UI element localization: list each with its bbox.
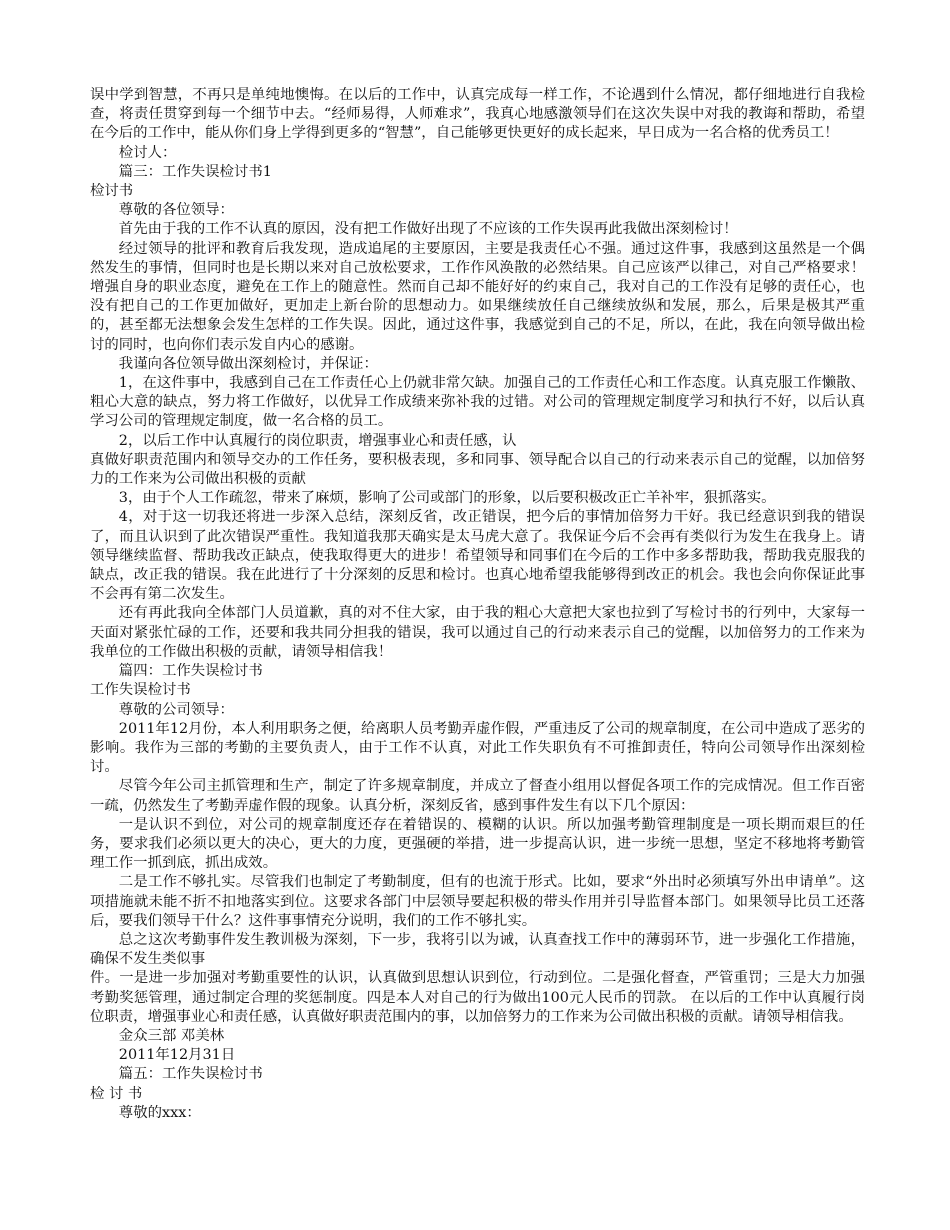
document-title: 检讨书 xyxy=(90,183,134,200)
paragraph: 尽管今年公司主抓管理和生产，制定了许多规章制度，并成立了督查小组用以督促各项工作的完成情况。但工作百密一疏，仍然发生了考勤弄虚作假的现象。认真分析，深刻反省，感到事件发生有以下几个原因： xyxy=(90,778,865,814)
salutation: 尊敬的各位领导： xyxy=(118,202,234,219)
signature-date: 2011年12月31日 xyxy=(118,1047,236,1064)
section-heading: 篇三：工作失误检讨书1 xyxy=(118,163,272,180)
signature-label: 检讨人： xyxy=(118,144,177,161)
section-heading: 篇五：工作失误检讨书 xyxy=(118,1066,263,1083)
list-item: 3，由于个人工作疏忽，带来了麻烦，影响了公司或部门的形象，以后要积极改正亡羊补牢，狠抓落实。 xyxy=(118,490,776,507)
paragraph: 还有再此我向全体部门人员道歉，真的对不住大家，由于我的粗心大意把大家也拉到了写检讨书的行列中，大家每一天面对紧张忙碌的工作，还要和我共同分担我的错误，我可以通过自己的行动来表示自己的觉醒，以加倍努力的工作来为我单位的工作做出积极的贡献，请领导相信我！ xyxy=(90,605,865,660)
salutation: 尊敬的公司领导： xyxy=(118,701,234,718)
paragraph: 总之这次考勤事件发生教训极为深刻，下一步，我将引以为诫，认真查找工作中的薄弱环节，进一步强化工作措施，确保不发生类似事 xyxy=(90,931,865,968)
section-heading: 篇四：工作失误检讨书 xyxy=(118,663,263,680)
salutation: 尊敬的xxx： xyxy=(118,1104,201,1121)
paragraph: 2011年12月份，本人利用职务之便，给离职人员考勤弄虚作假，严重违反了公司的规章制度，在公司中造成了恶劣的影响。我作为三部的考勤的主要负责人，由于工作不认真，对此工作失职负有不可推卸责任，特向公司领导作出深刻检讨。 xyxy=(90,720,865,776)
list-item: 4，对于这一切我还将进一步深入总结，深刻反省，改正错误，把今后的事情加倍努力干好。我已经意识到我的错误了，而且认识到了此次错误严重性。我知道我那天确实是太马虎大意了。我保证今后不会再有类似行为发生在我身上。请领导继续监督、帮助我改正缺点，使我取得更大的进步！希望领导和同事们在今后的工作中多多帮助我，帮助我克服我的缺点，改正我的错误。我在此进行了十分深刻的反思和检讨。也真心地希望我能够得到改正的机会。我也会向你保证此事不会再有第二次发生。 xyxy=(90,509,865,603)
list-item: 2，以后工作中认真履行的岗位职责，增强事业心和责任感，认 xyxy=(118,432,517,449)
paragraph: 经过领导的批评和教育后我发现，造成追尾的主要原因，主要是我责任心不强。通过这件事，我感到这虽然是一个偶然发生的事情，但同时也是长期以来对自己放松要求，工作作风涣散的必然结果。自己应该严以律己，对自己严格要求！增强自身的职业态度，避免在工作上的随意性。然而自己却不能好好的约束自己，我对自己的工作没有足够的责任心，也没有把自己的工作更加做好，更加走上新台阶的思想动力。如果继续放任自己继续放纵和发展，那么，后果是极其严重的，甚至都无法想象会发生怎样的工作失误。因此，通过这件事，我感觉到自己的不足，所以，在此，我在向领导做出检讨的同时，也向你们表示发自内心的感谢。 xyxy=(90,240,865,353)
document-title: 工作失误检讨书 xyxy=(90,682,191,699)
paragraph: 首先由于我的工作不认真的原因，没有把工作做好出现了不应该的工作失误再此我做出深刻检讨！ xyxy=(118,221,738,238)
signature-name: 金众三部 邓美林 xyxy=(118,1027,225,1044)
paragraph: 我谨向各位领导做出深刻检讨，并保证： xyxy=(118,355,378,372)
paragraph: 误中学到智慧，不再只是单纯地懊悔。在以后的工作中，认真完成每一样工作，不论遇到什么情况，都仔细地进行自我检查，将责任贯穿到每一个细节中去。“经师易得，人师难求”，我真心地感激领导们在这次失误中对我的教诲和帮助，希望在今后的工作中，能从你们身上学得到更多的“智慧”，自己能够更快更好的成长起来，早日成为一名合格的优秀员工！ xyxy=(90,87,865,142)
document-body xyxy=(90,86,865,1123)
list-item: 1，在这件事中，我感到自己在工作责任心上仍就非常欠缺。加强自己的工作责任心和工作态度。认真克服工作懒散、粗心大意的缺点，努力将工作做好，以优异工作成绩来弥补我的过错。对公司的管理规定制度学习和执行不好，以后认真学习公司的管理规定制度，做一名合格的员工。 xyxy=(90,375,865,430)
document-title: 检 讨 书 xyxy=(90,1085,143,1102)
paragraph: 件。一是进一步加强对考勤重要性的认识，认真做到思想认识到位，行动到位。二是强化督查，严管重罚；三是大力加强考勤奖惩管理，通过制定合理的奖惩制度。四是本人对自己的行为做出100元人民币的罚款。 在以后的工作中认真履行岗位职责，增强事业心和责任感，认真做好职责范围内的事，以加倍努力的工作来为公司做出积极的贡献。请领导相信我。 xyxy=(90,970,865,1025)
paragraph: 真做好职责范围内和领导交办的工作任务，要积极表现，多和同事、领导配合以自己的行动来表示自己的觉醒，以加倍努力的工作来为公司做出积极的贡献 xyxy=(90,451,865,488)
paragraph: 二是工作不够扎实。尽管我们也制定了考勤制度，但有的也流于形式。比如，要求“外出时必须填写外出申请单”。这项措施就未能不折不扣地落实到位。这要求各部门中层领导要起积极的带头作用并引导监督本部门。如果领导比员工还落后，要我们领导干什么？这件事事情充分说明，我们的工作不够扎实。 xyxy=(90,874,865,929)
paragraph: 一是认识不到位，对公司的规章制度还存在着错误的、模糊的认识。所以加强考勤管理制度是一项长期而艰巨的任务，要求我们必须以更大的决心，更大的力度，更强硬的举措，进一步提高认识，进一步统一思想，坚定不移地将考勤管理工作一抓到底，抓出成效。 xyxy=(90,816,865,872)
